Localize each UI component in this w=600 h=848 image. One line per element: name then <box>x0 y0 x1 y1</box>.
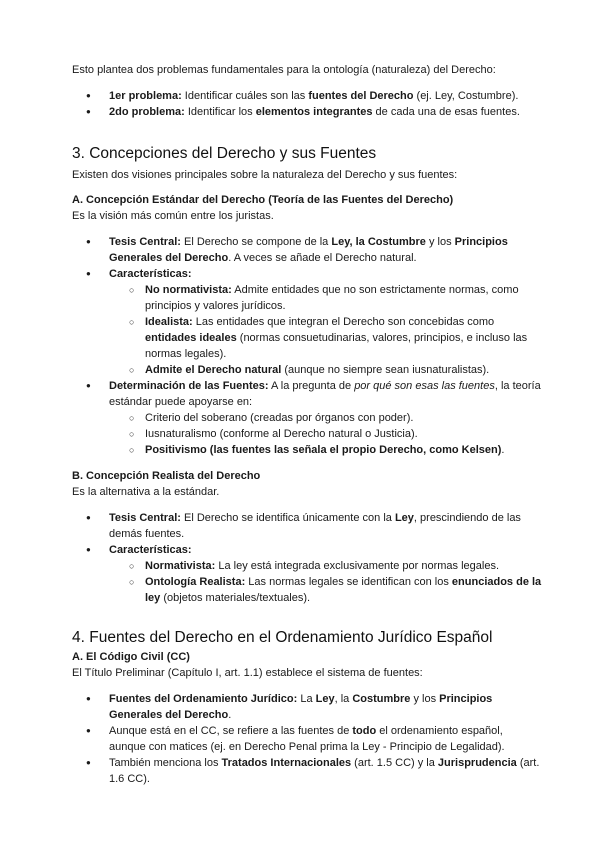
subsection-a-intro: Es la visión más común entre los juristas. <box>72 210 274 222</box>
list-item: ○ Normativista: La ley está integrada exclusivamente por normas legales. <box>109 558 542 574</box>
list-item: ● Características: ○ Normativista: La ley está integrada exclusivamente por normas legales. ○ Ontología Realista: Las normas legales se identifican con los enunciados de la ley (objetos materiales/textuales). <box>72 542 542 606</box>
list-item: ● Fuentes del Ordenamiento Jurídico: La Ley, la Costumbre y los Principios Generales del Derecho. <box>72 691 542 723</box>
list-item: ● Aunque está en el CC, se refiere a las fuentes de todo el ordenamiento español, aunque con matices (ej. en Derecho Penal prima la Ley - Principio de Legalidad). <box>72 723 542 755</box>
list-item: ○ Admite el Derecho natural (aunque no siempre sean iusnaturalistas). <box>109 362 542 378</box>
section-4-intro: El Título Preliminar (Capítulo I, art. 1.1) establece el sistema de fuentes: <box>72 667 423 679</box>
list-item: ● También menciona los Tratados Internacionales (art. 1.5 CC) y la Jurisprudencia (art. 1.6 CC). <box>72 755 542 787</box>
list-item: ○ No normativista: Admite entidades que no son estrictamente normas, como principios y valores jurídicos. <box>109 282 542 314</box>
subsection-b-heading: B. Concepción Realista del Derecho <box>72 470 261 482</box>
intro-paragraph: Esto plantea dos problemas fundamentales para la ontología (naturaleza) del Derecho: <box>72 64 496 76</box>
list-item: ○ Ontología Realista: Las normas legales se identifican con los enunciados de la ley (objetos materiales/textuales). <box>109 574 542 606</box>
subsection-b-intro: Es la alternativa a la estándar. <box>72 486 220 498</box>
list-item: ● 1er problema: Identificar cuáles son las fuentes del Derecho (ej. Ley, Costumbre). <box>72 88 542 104</box>
subsection-4a-heading: A. El Código Civil (CC) <box>72 651 190 663</box>
list-item: ○ Positivismo (las fuentes las señala el propio Derecho, como Kelsen). <box>109 442 542 458</box>
standard-conception-list <box>72 234 542 458</box>
problems-list <box>72 88 542 120</box>
list-item: ● Determinación de las Fuentes: A la pregunta de por qué son esas las fuentes, la teoría estándar puede apoyarse en: ○ Criterio del soberano (creadas por órganos con poder). ○ Iusnaturalismo (conforme al Derecho natural o Justicia). ○ Positivismo (las fuentes las señala el propio Derecho, como Kelsen). <box>72 378 542 458</box>
sources-determination-list <box>109 410 542 458</box>
list-item: ● 2do problema: Identificar los elementos integrantes de cada una de esas fuentes. <box>72 104 542 120</box>
list-item: ○ Iusnaturalismo (conforme al Derecho natural o Justicia). <box>109 426 542 442</box>
realist-conception-list <box>72 510 542 606</box>
list-item: ○ Criterio del soberano (creadas por órganos con poder). <box>109 410 542 426</box>
list-item: ● Tesis Central: El Derecho se identifica únicamente con la Ley, prescindiendo de las demás fuentes. <box>72 510 542 542</box>
characteristics-list <box>109 282 542 378</box>
section-4-heading: 4. Fuentes del Derecho en el Ordenamiento Jurídico Español <box>72 629 493 646</box>
document-page <box>72 62 542 787</box>
characteristics-list <box>109 558 542 606</box>
civil-code-list <box>72 691 542 787</box>
list-item: ○ Idealista: Las entidades que integran el Derecho son concebidas como entidades ideales (normas consuetudinarias, valores, principios, e incluso las normas legales). <box>109 314 542 362</box>
list-item: ● Tesis Central: El Derecho se compone de la Ley, la Costumbre y los Principios Generales del Derecho. A veces se añade el Derecho natural. <box>72 234 542 266</box>
subsection-a-heading: A. Concepción Estándar del Derecho (Teoría de las Fuentes del Derecho) <box>72 194 454 206</box>
section-3-heading: 3. Concepciones del Derecho y sus Fuentes <box>72 145 377 162</box>
list-item: ● Características: ○ No normativista: Admite entidades que no son estrictamente normas, como principios y valores jurídicos. ○ Idealista: Las entidades que integran el Derecho son concebidas como entidades ideales (normas consuetudinarias, valores, principios, e incluso las normas legales). ○ Admite el Derecho natural (aunque no siempre sean iusnaturalistas). <box>72 266 542 378</box>
section-3-intro: Existen dos visiones principales sobre la naturaleza del Derecho y sus fuentes: <box>72 169 458 181</box>
